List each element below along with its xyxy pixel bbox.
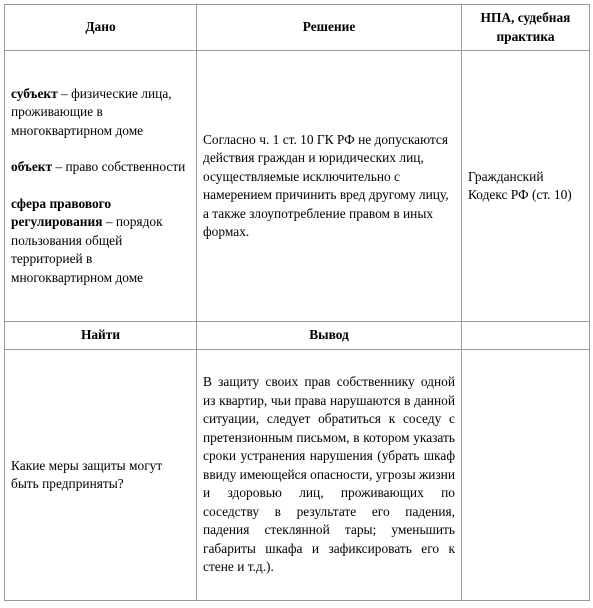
header-conclusion: Вывод (197, 322, 462, 350)
decision-cell: Согласно ч. 1 ст. 10 ГК РФ не допускаются действия граждан и юридических лиц, осуществляемые исключительно с намерением причинить вред другому лицу, а также злоупотребление правом в иных формах. (197, 51, 462, 322)
scope-text: – порядок пользования общей территорией в многоквартирном доме (11, 214, 163, 285)
empty-content-cell (462, 350, 590, 601)
given-cell (5, 51, 197, 322)
find-cell: Какие меры защиты могут быть предприняты? (5, 350, 197, 601)
case-table (4, 4, 590, 601)
npa-cell: Гражданский Кодекс РФ (ст. 10) (462, 51, 590, 322)
scope-term: сфера правового регулирования (11, 195, 112, 230)
given-scope (11, 195, 190, 288)
given-object (11, 158, 190, 177)
empty-header-cell (462, 322, 590, 350)
header-given: Дано (5, 5, 197, 51)
second-header-row (5, 322, 590, 350)
object-text: – право собственности (52, 159, 186, 175)
conclusion-cell: В защиту своих прав собственнику одной из квартир, чьи права нарушаются в данной ситуации, следует обратиться к соседу с претензионным письмом, в котором указать сроки устранения нарушения (убрать шкаф ввиду имеющейся опасности, угрозы жизни и здоровью лиц, проживающих по соседству в результате его падения, падения стеклянной тары; уменьшить габариты шкафа и зафиксировать его к стене и т.д.). (197, 350, 462, 601)
header-row (5, 5, 590, 51)
second-content-row (5, 350, 590, 601)
subject-term: субъект (11, 85, 58, 101)
content-row (5, 51, 590, 322)
header-decision: Решение (197, 5, 462, 51)
header-find: Найти (5, 322, 197, 350)
object-term: объект (11, 159, 53, 175)
subject-text: – физические лица, проживающие в многоквартирном доме (11, 85, 172, 138)
header-npa: НПА, судебная практика (462, 5, 590, 51)
given-subject (11, 85, 190, 141)
